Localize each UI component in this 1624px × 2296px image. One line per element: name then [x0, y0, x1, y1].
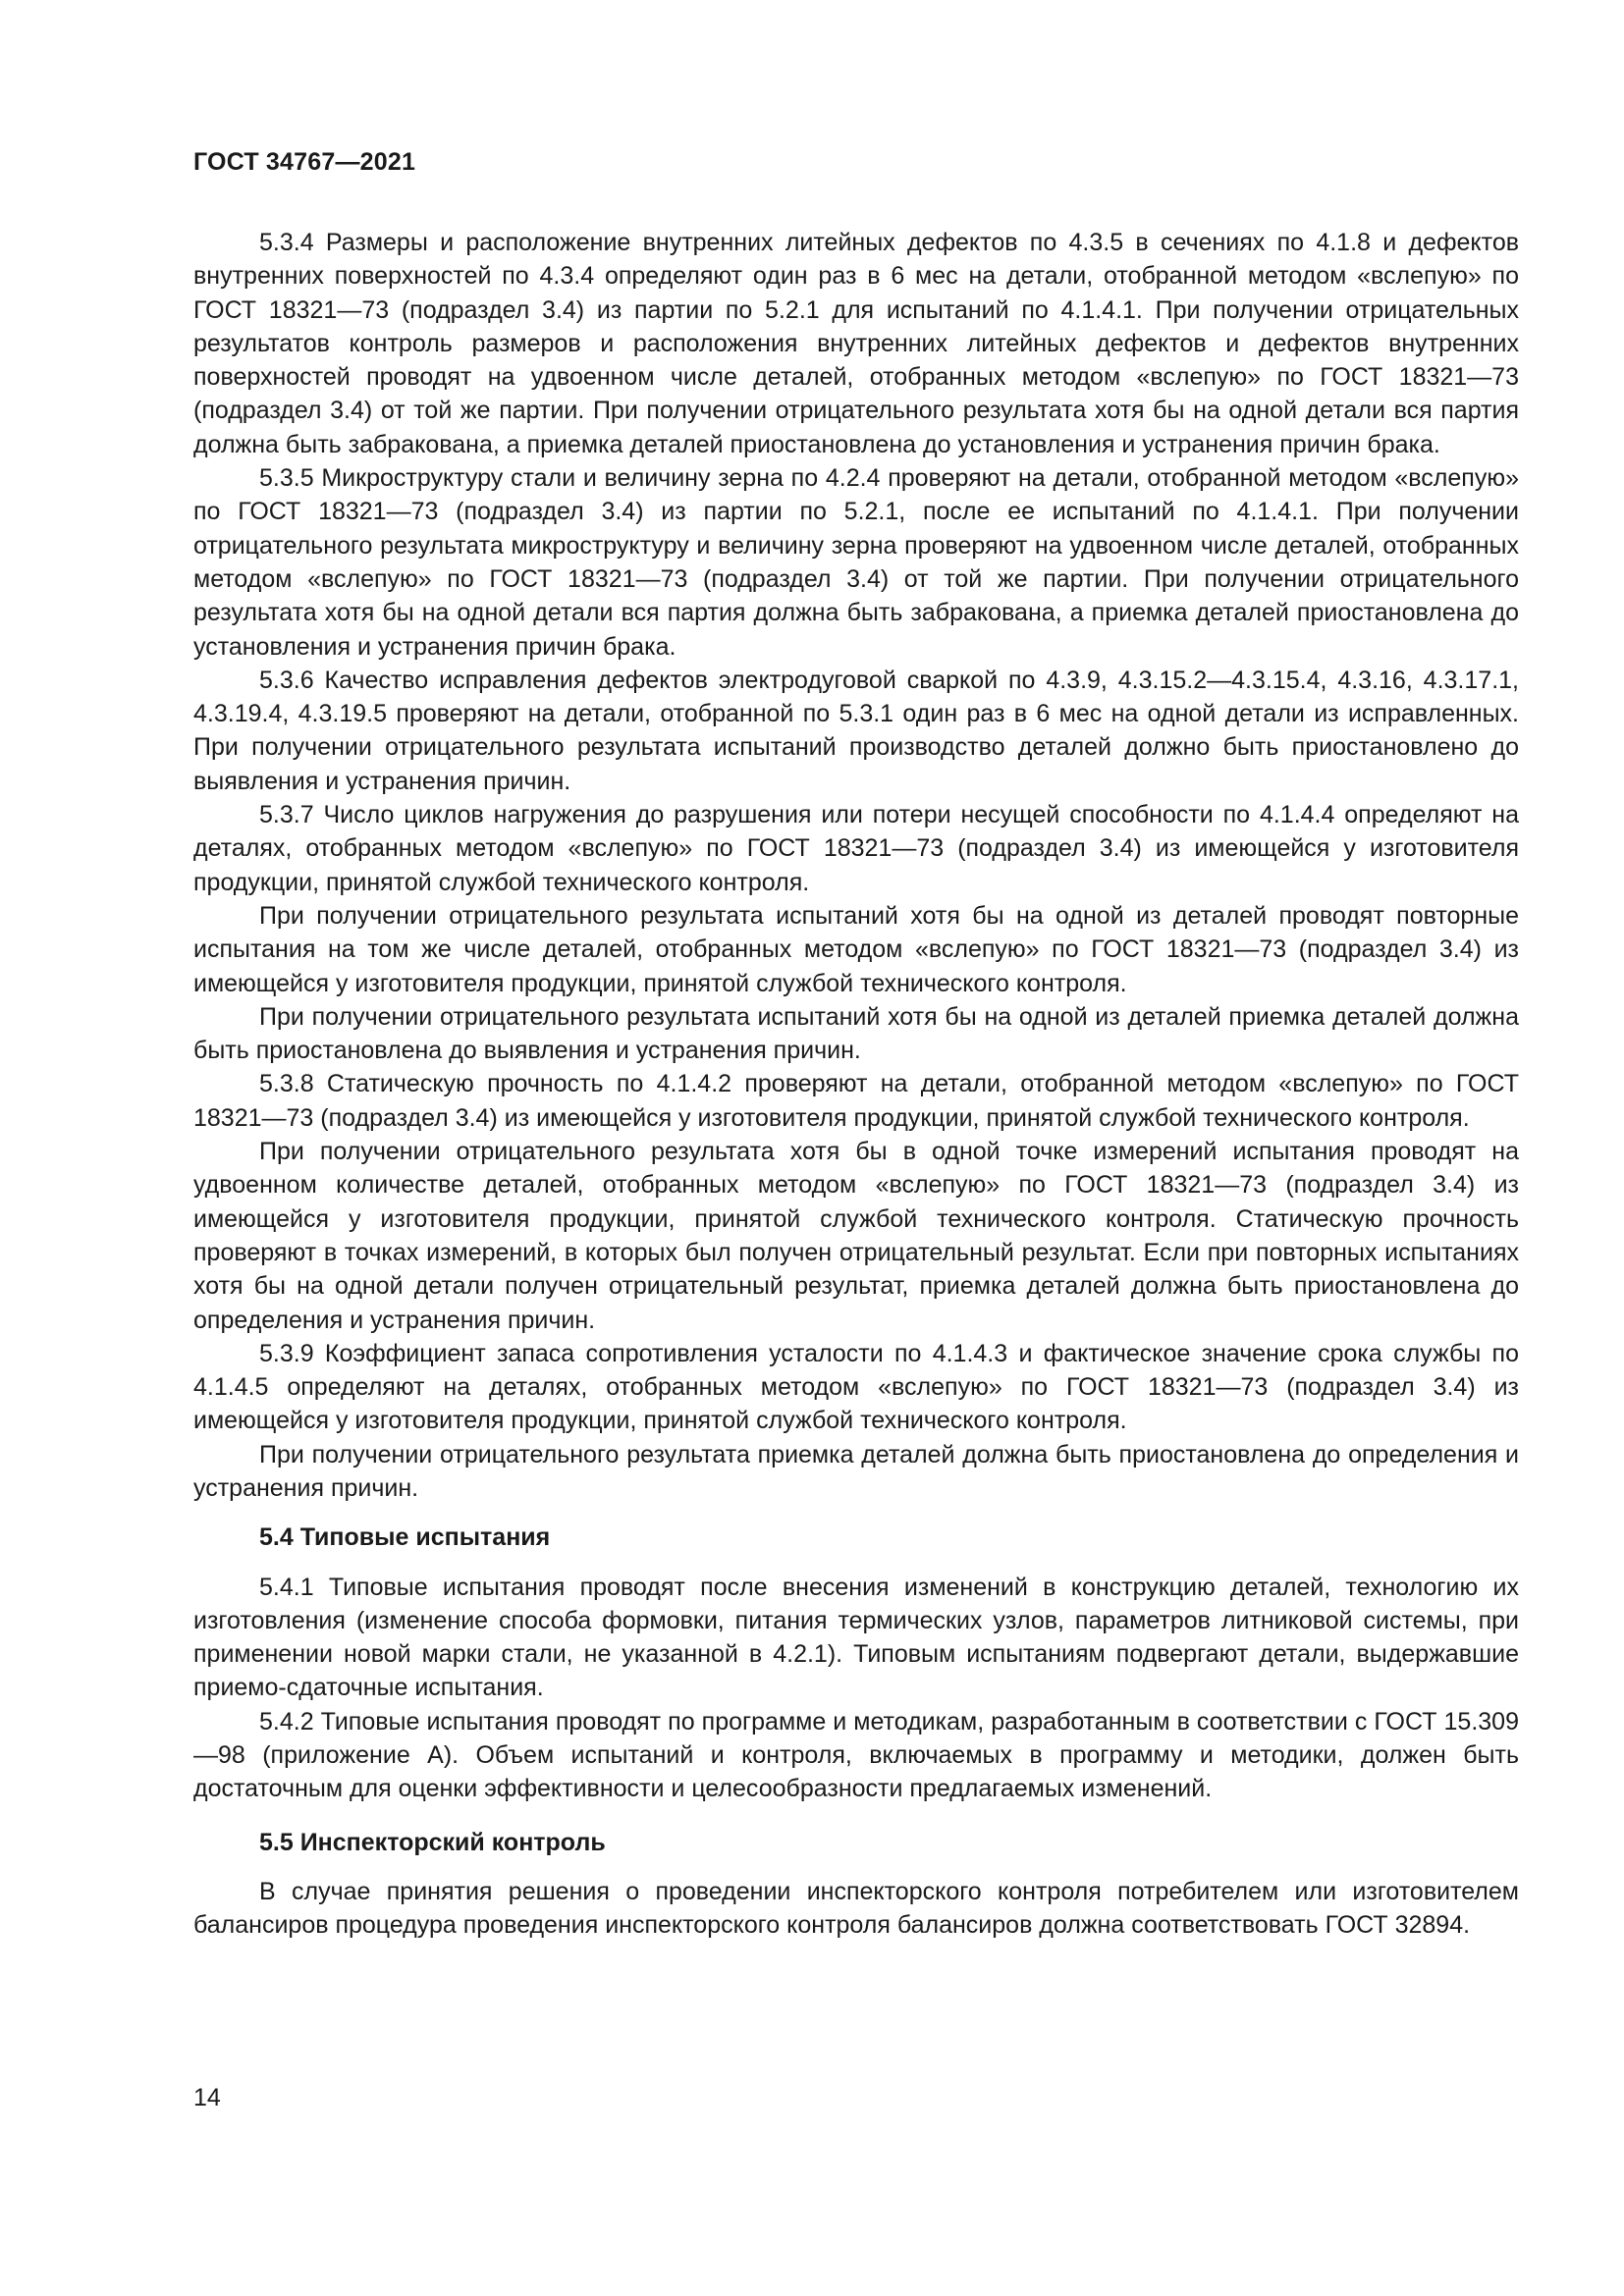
document-code-header: ГОСТ 34767—2021 [193, 148, 416, 176]
paragraph-5-3-7: 5.3.7 Число циклов нагружения до разрушения или потери несущей способности по 4.1.4.4 определяют на деталях, отобранных методом «вслепую» по ГОСТ 18321—73 (подраздел 3.4) из имеющейся у изготовителя продукции, принятой службой технического контроля. [193, 801, 1519, 896]
paragraph-5-3-8: 5.3.8 Статическую прочность по 4.1.4.2 проверяют на детали, отобранной методом «вслепую» по ГОСТ 18321—73 (подраздел 3.4) из имеющейся у изготовителя продукции, принятой службой технического контроля. [193, 1070, 1519, 1132]
paragraph-5-3-8-retest: При получении отрицательного результата хотя бы в одной точке измерений испытания проводят на удвоенном количестве деталей, отобранных методом «вслепую» по ГОСТ 18321—73 (подраздел 3.4) из имеющейся у изготовителя продукции, принятой службой технического контроля. Статическую прочность проверяют в точках измерений, в которых был получен отрицательный результат. Если при повторных испытаниях хотя бы на одной детали получен отрицательный результат, приемка деталей должна быть приостановлена до определения и устранения причин. [193, 1138, 1519, 1334]
paragraph-5-3-7-retest: При получении отрицательного результата испытаний хотя бы на одной из деталей проводят повторные испытания на том же числе деталей, отобранных методом «вслепую» по ГОСТ 18321—73 (подраздел 3.4) из имеющейся у изготовителя продукции, принятой службой технического контроля. [193, 901, 1519, 997]
section-heading-5-4: 5.4 Типовые испытания [259, 1523, 551, 1552]
paragraph-5-4-2: 5.4.2 Типовые испытания проводят по программе и методикам, разработанным в соответствии с ГОСТ 15.309—98 (приложение А). Объем испытаний и контроля, включаемых в программу и методики, должен быть достаточным для оценки эффективности и целесообразности предлагаемых изменений. [193, 1707, 1519, 1803]
paragraph-5-3-9: 5.3.9 Коэффициент запаса сопротивления усталости по 4.1.4.3 и фактическое значение срока службы по 4.1.4.5 определяют на деталях, отобранных методом «вслепую» по ГОСТ 18321—73 (подраздел 3.4) из имеющейся у изготовителя продукции, принятой службой технического контроля. [193, 1339, 1519, 1435]
paragraph-5-3-4: 5.3.4 Размеры и расположение внутренних литейных дефектов по 4.3.5 в сечениях по 4.1.8 и дефектов внутренних поверхностей по 4.3.4 определяют один раз в 6 мес на детали, отобранной методом «вслепую» по ГОСТ 18321—73 (подраздел 3.4) из партии по 5.2.1 для испытаний по 4.1.4.1. При получении отрицательных результатов контроль размеров и расположения внутренних литейных дефектов и дефектов внутренних поверхностей проводят на удвоенном числе деталей, отобранных методом «вслепую» по ГОСТ 18321—73 (подраздел 3.4) от той же партии. При получении отрицательного результата хотя бы на одной детали вся партия должна быть забракована, а приемка деталей приостановлена до установления и устранения причин брака. [193, 229, 1519, 458]
paragraph-5-3-5: 5.3.5 Микроструктуру стали и величину зерна по 4.2.4 проверяют на детали, отобранной методом «вслепую» по ГОСТ 18321—73 (подраздел 3.4) из партии по 5.2.1, после ее испытаний по 4.1.4.1. При получении отрицательного результата микроструктуру и величину зерна проверяют на удвоенном числе деталей, отобранных методом «вслепую» по ГОСТ 18321—73 (подраздел 3.4) от той же партии. При получении отрицательного результата хотя бы на одной детали вся партия должна быть забракована, а приемка деталей приостановлена до установления и устранения причин брака. [193, 464, 1519, 661]
page-number: 14 [193, 2084, 221, 2111]
paragraph-5-5: В случае принятия решения о проведении инспекторского контроля потребителем или изготовителем балансиров процедура проведения инспекторского контроля балансиров должна соответствовать ГОСТ 32894. [193, 1877, 1519, 1940]
document-body [193, 226, 1519, 1943]
section-heading-5-5: 5.5 Инспекторский контроль [259, 1828, 606, 1856]
paragraph-5-3-7-suspend: При получении отрицательного результата испытаний хотя бы на одной из деталей приемка деталей должна быть приостановлена до выявления и устранения причин. [193, 1002, 1519, 1065]
paragraph-5-4-1: 5.4.1 Типовые испытания проводят после внесения изменений в конструкцию деталей, технологию их изготовления (изменение способа формовки, питания термических узлов, параметров литниковой системы, при применении новой марки стали, не указанной в 4.2.1). Типовым испытаниям подвергают детали, выдержавшие приемо-сдаточные испытания. [193, 1573, 1519, 1702]
paragraph-5-3-6: 5.3.6 Качество исправления дефектов электродуговой сваркой по 4.3.9, 4.3.15.2—4.3.15.4, 4.3.16, 4.3.17.1, 4.3.19.4, 4.3.19.5 проверяют на детали, отобранной по 5.3.1 один раз в 6 мес на одной детали из исправленных. При получении отрицательного результата испытаний производство деталей должно быть приостановлено до выявления и устранения причин. [193, 666, 1519, 795]
paragraph-5-3-9-suspend: При получении отрицательного результата приемка деталей должна быть приостановлена до определения и устранения причин. [193, 1440, 1519, 1502]
